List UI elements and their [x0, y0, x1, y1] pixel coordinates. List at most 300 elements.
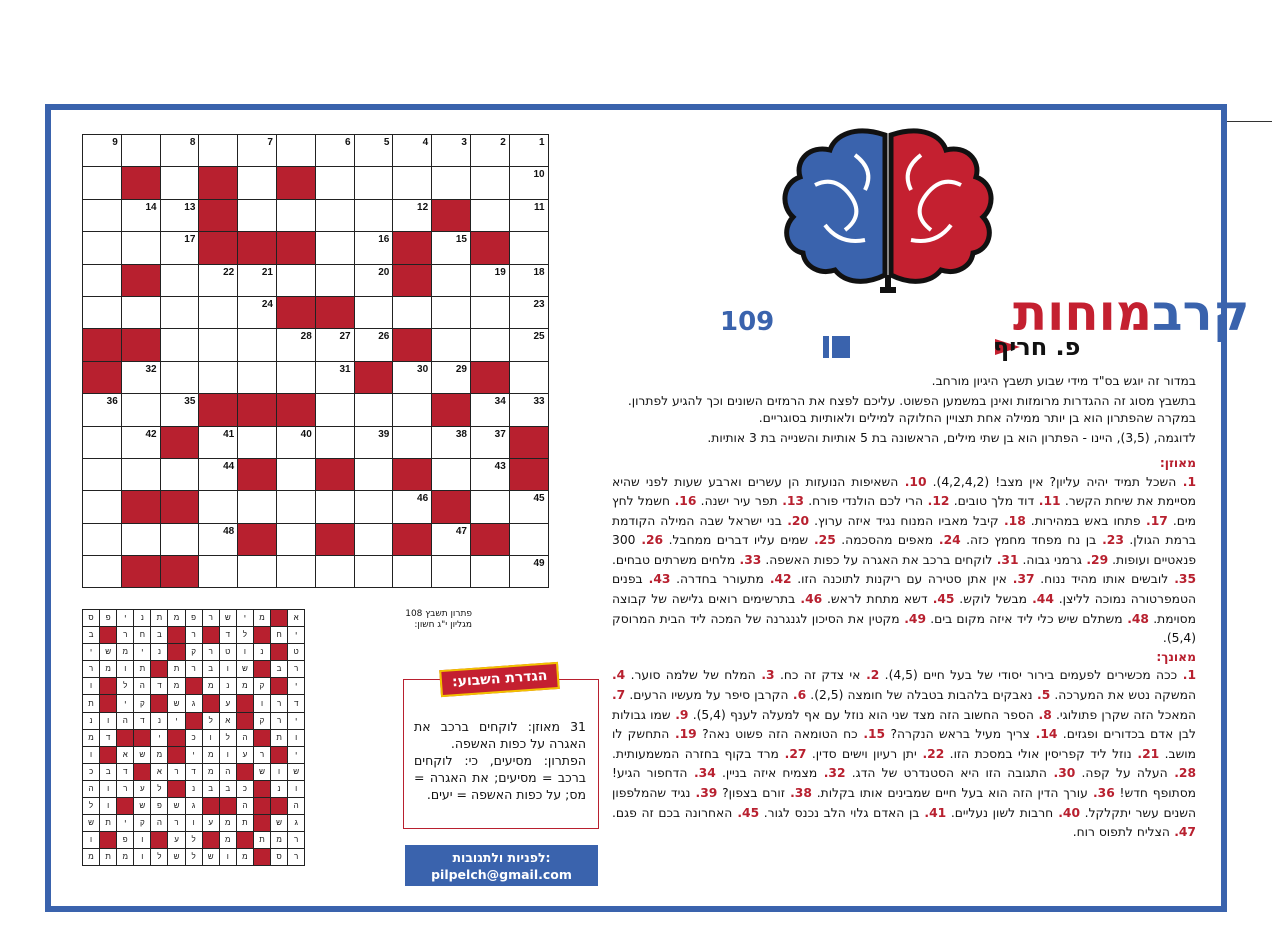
grid-block: [470, 232, 509, 264]
clue-number: 28.: [1167, 766, 1197, 781]
clue-number: 40.: [1053, 805, 1081, 820]
grid-block: [121, 329, 160, 361]
clue-number: 1.: [1177, 668, 1197, 683]
grid-cell: [432, 556, 471, 588]
clue-text: השאיפות הנועזות הן עשרים וארבע שעות לפני שהיא מסיימת את שיחת הקשר.: [612, 474, 1197, 509]
intro-line-2: בתשבץ מסוג זה ההגדרות מרומזות ואינן במשמען הפשוט. עליכם לפצח את הרמזים השונים וכך להגיע לפתרון. במקרה שהפתרון הוא בן יותר ממילה אחת תצויין החלוקה למילים ולאותיות בסוגריים.: [627, 393, 1196, 425]
clue-number: 17.: [1140, 513, 1168, 528]
grid-cell: [432, 232, 471, 264]
solution-cell: ח: [271, 627, 288, 644]
solution-cell: ל: [83, 798, 100, 815]
solution-cell: ר: [253, 746, 270, 763]
grid-cell: [432, 523, 471, 555]
solution-cell: ע: [134, 780, 151, 797]
clue-text: המאכל הזה שקרן פתולוגי.: [1051, 707, 1197, 722]
grid-cell: [354, 167, 393, 199]
solution-cell: ד: [100, 729, 117, 746]
solution-cell: ו: [134, 849, 151, 866]
clue-text: הצליח לתפוס רוח.: [1072, 825, 1170, 840]
solution-cell: ב: [100, 763, 117, 780]
solution-cell: מ: [236, 678, 253, 695]
solution-cell: ל: [151, 849, 168, 866]
solution-block: [100, 627, 117, 644]
solution-block: [151, 832, 168, 849]
cell-number: 10: [533, 169, 545, 181]
solution-block: [100, 695, 117, 712]
clue-text: מבשל לוקש.: [954, 592, 1027, 607]
solution-cell: נ: [185, 780, 202, 797]
grid-cell: [160, 296, 199, 328]
solution-cell: י: [288, 678, 305, 695]
solution-block: [236, 763, 253, 780]
grid-cell: [509, 523, 548, 555]
clue-text: ככה מכשירים לפעמים בירור יסודי של בעל חיים (4,5).: [879, 668, 1178, 683]
solution-cell: מ: [202, 678, 219, 695]
grid-cell: [199, 491, 238, 523]
cell-number: 23: [533, 298, 545, 310]
clue-number: 14.: [1029, 727, 1058, 742]
solution-cell: מ: [168, 678, 185, 695]
grid-cell: [238, 135, 277, 167]
grid-cell: [470, 135, 509, 167]
grid-block: [393, 329, 432, 361]
clue-text: התחשק לו מושב.: [612, 727, 1197, 761]
solution-cell: נ: [271, 780, 288, 797]
grid-cell: [315, 556, 354, 588]
clue-text: מתעורר בחדרה.: [670, 572, 764, 587]
solution-cell: ג: [185, 695, 202, 712]
intro-line-3: לדוגמה, (3,5), היינו - הפתרון הוא בן שתי מילים, הראשונה בת 5 אותיות והשנייה בת 3 אותיות.: [707, 430, 1196, 445]
grid-cell: [354, 556, 393, 588]
grid-cell: [83, 232, 122, 264]
clue-number: 48.: [1122, 611, 1149, 626]
clue-text: נאבקים בלהבות בטבלה של חומצה (2,5).: [806, 687, 1033, 702]
clue-number: 33.: [735, 552, 762, 567]
clue-text: מקטין את הסיכון לגנגרנה של המכה ליד הבית המרוסק (5,4).: [612, 611, 1196, 646]
solution-block: [168, 627, 185, 644]
grid-cell: [393, 135, 432, 167]
grid-block: [199, 199, 238, 231]
grid-cell: [470, 556, 509, 588]
grid-block: [276, 232, 315, 264]
grid-cell: [432, 135, 471, 167]
grid-cell: [354, 394, 393, 426]
clue-text: הרי לכם הולנדי פורח.: [804, 494, 924, 509]
clue-text: העלה על קפה.: [1075, 766, 1168, 781]
solution-cell: ב: [271, 661, 288, 678]
grid-block: [160, 491, 199, 523]
clue-number: 21.: [1131, 746, 1160, 761]
grid-block: [354, 361, 393, 393]
grid-block: [238, 523, 277, 555]
solution-block: [236, 832, 253, 849]
cell-number: 43: [494, 460, 506, 472]
clue-text: המשקה נטש את המערכה.: [1050, 687, 1197, 702]
solution-cell: ר: [185, 661, 202, 678]
grid-cell: [276, 426, 315, 458]
clue-number: 20.: [781, 513, 810, 528]
solution-block: [100, 746, 117, 763]
solution-cell: ת: [83, 695, 100, 712]
clue-text: עורך הדין הזה הוא בעל חיים שמבינים אותו בקלות.: [811, 785, 1088, 800]
solution-cell: ק: [134, 695, 151, 712]
solution-cell: ע: [202, 815, 219, 832]
clue-number: 31.: [992, 552, 1019, 567]
cell-number: 18: [533, 266, 545, 278]
clue-text: צריך מעיל בראש הנקרה?: [885, 727, 1030, 742]
grid-cell: [199, 458, 238, 490]
solution-cell: ע: [168, 832, 185, 849]
solution-cell: ר: [202, 610, 219, 627]
grid-cell: [432, 361, 471, 393]
clue-text: הספר החשוב הזה מצד שני הוא נוזל עם אף למעלה לענף (5,4).: [688, 707, 1034, 722]
grid-cell: [354, 426, 393, 458]
solution-block: [151, 661, 168, 678]
solution-cell: ת: [100, 849, 117, 866]
solution-cell: ו: [288, 729, 305, 746]
grid-cell: [393, 167, 432, 199]
grid-cell: [315, 491, 354, 523]
cell-number: 34: [494, 396, 506, 408]
clue-number: 16.: [670, 494, 697, 509]
grid-block: [432, 394, 471, 426]
grid-cell: [470, 394, 509, 426]
solution-block: [202, 695, 219, 712]
grid-cell: [393, 394, 432, 426]
solution-cell: ו: [83, 678, 100, 695]
cell-number: 22: [223, 266, 235, 278]
grid-cell: [509, 232, 548, 264]
solution-cell: ל: [219, 729, 236, 746]
clue-number: 30.: [1046, 766, 1076, 781]
solution-cell: י: [151, 729, 168, 746]
solution-cell: ר: [288, 661, 305, 678]
clue-number: 34.: [687, 766, 716, 781]
solution-cell: פ: [100, 610, 117, 627]
solution-cell: ב: [202, 661, 219, 678]
clue-text: בן נח מפחד מחמץ כזה.: [960, 533, 1097, 548]
clue-text: לובשים אותו מהיד ננוח.: [1034, 572, 1169, 587]
solution-cell: ר: [117, 780, 134, 797]
solution-cell: כ: [236, 780, 253, 797]
solution-cell: ר: [168, 763, 185, 780]
solution-cell: ו: [100, 712, 117, 729]
solution-cell: ל: [151, 780, 168, 797]
cell-number: 29: [455, 363, 467, 375]
grid-cell: [238, 491, 277, 523]
solution-cell: ל: [185, 849, 202, 866]
solution-cell: ש: [236, 661, 253, 678]
clue-text: האחרונה בכם זה פגם.: [612, 805, 733, 820]
clue-number: 9.: [670, 707, 689, 722]
grid-block: [121, 264, 160, 296]
grid-cell: [238, 329, 277, 361]
solution-cell: ת: [100, 815, 117, 832]
clue-number: 6.: [788, 687, 807, 702]
cell-number: 5: [383, 137, 390, 148]
solution-block: [271, 746, 288, 763]
grid-cell: [393, 556, 432, 588]
solution-block: [100, 678, 117, 695]
grid-block: [276, 167, 315, 199]
across-clues: [612, 473, 1196, 649]
grid-cell: [393, 361, 432, 393]
solution-cell: ו: [100, 780, 117, 797]
clue-number: 5.: [1032, 687, 1051, 702]
cell-number: 2: [500, 137, 506, 148]
cell-number: 42: [145, 428, 157, 440]
article-text: [612, 373, 1196, 843]
clue-number: 35.: [1168, 572, 1197, 587]
solution-cell: ל: [185, 832, 202, 849]
solution-cell: ל: [236, 627, 253, 644]
solution-cell: ו: [236, 644, 253, 661]
solution-cell: ה: [151, 815, 168, 832]
solution-cell: ו: [219, 849, 236, 866]
solution-cell: י: [83, 644, 100, 661]
grid-cell: [160, 167, 199, 199]
solution-cell: ר: [185, 627, 202, 644]
grid-cell: [160, 361, 199, 393]
cell-number: 31: [339, 363, 351, 375]
clue-text: אי צדק זה כח.: [774, 668, 861, 683]
grid-cell: [199, 556, 238, 588]
solution-cell: ד: [219, 627, 236, 644]
solution-cell: ק: [253, 678, 270, 695]
grid-cell: [83, 491, 122, 523]
cell-number: 30: [417, 363, 429, 375]
solution-cell: נ: [151, 644, 168, 661]
grid-block: [160, 426, 199, 458]
solution-cell: ת: [253, 832, 270, 849]
solution-cell: י: [168, 712, 185, 729]
clue-number: 45.: [927, 592, 955, 607]
clue-number: 13.: [777, 494, 804, 509]
solution-cell: ס: [83, 610, 100, 627]
clue-number: 2.: [860, 668, 880, 683]
solution-cell: ג: [288, 815, 305, 832]
grid-block: [276, 296, 315, 328]
solution-cell: נ: [253, 644, 270, 661]
grid-block: [393, 523, 432, 555]
solution-cell: ה: [83, 780, 100, 797]
grid-block: [393, 232, 432, 264]
solution-cell: מ: [83, 849, 100, 866]
clue-number: 43.: [642, 572, 671, 587]
clue-text: קיבל מאביו המנוח נגיד איזה ערוץ.: [809, 513, 999, 528]
clue-number: 1.: [1176, 474, 1197, 489]
contact-box: [405, 845, 598, 886]
grid-cell: [238, 556, 277, 588]
cell-number: 4: [422, 137, 429, 148]
grid-cell: [470, 296, 509, 328]
solution-block: [100, 832, 117, 849]
grid-cell: [199, 523, 238, 555]
grid-cell: [509, 264, 548, 296]
clue-text: שמו גבולות לבן אדם בכדורים ופגזים.: [612, 707, 1197, 742]
solution-cell: ח: [134, 627, 151, 644]
grid-cell: [509, 556, 548, 588]
grid-cell: [160, 264, 199, 296]
solution-cell: נ: [83, 712, 100, 729]
solution-cell: ו: [100, 798, 117, 815]
grid-block: [470, 523, 509, 555]
solution-cell: ש: [83, 815, 100, 832]
clue-text: התגובה הזו היא הסטנדרט של הדג.: [845, 766, 1047, 781]
solution-cell: מ: [219, 815, 236, 832]
solution-cell: פ: [185, 610, 202, 627]
solution-block: [151, 695, 168, 712]
solution-cell: ת: [168, 661, 185, 678]
cell-number: 45: [533, 493, 545, 505]
grid-cell: [160, 458, 199, 490]
solution-block: [271, 610, 288, 627]
grid-block: [509, 458, 548, 490]
cell-number: 19: [494, 266, 506, 278]
grid-cell: [238, 361, 277, 393]
solution-cell: מ: [271, 832, 288, 849]
contact-email[interactable]: pilpelch@gmail.com: [431, 867, 572, 882]
solution-block: [253, 729, 270, 746]
grid-cell: [470, 426, 509, 458]
grid-cell: [432, 167, 471, 199]
previous-solution-label: [372, 609, 472, 631]
grid-cell: [470, 329, 509, 361]
grid-cell: [315, 426, 354, 458]
solution-cell: נ: [151, 712, 168, 729]
grid-cell: [83, 394, 122, 426]
grid-cell: [432, 296, 471, 328]
solution-cell: פ: [117, 832, 134, 849]
solution-cell: ר: [288, 832, 305, 849]
clue-text: בתרשימים רואים גלישה של קבוצה מסוימת.: [612, 592, 1197, 626]
pencil-icon: [823, 336, 1020, 358]
clue-number: 32.: [817, 766, 846, 781]
clue-text: משתלם שיש כלי ליד איזה מקום בים.: [926, 611, 1123, 626]
grid-block: [238, 232, 277, 264]
clue-number: 38.: [784, 785, 812, 800]
grid-cell: [83, 556, 122, 588]
grid-block: [432, 491, 471, 523]
clue-text: בן האדם גלוי הלב נכנס לגור.: [759, 805, 920, 820]
clue-number: 10.: [898, 474, 927, 489]
solution-cell: כ: [185, 729, 202, 746]
grid-cell: [199, 361, 238, 393]
solution-cell: י: [288, 712, 305, 729]
solution-cell: מ: [168, 610, 185, 627]
cell-number: 36: [106, 396, 118, 408]
solution-cell: ש: [253, 763, 270, 780]
clue-number: 37.: [1006, 572, 1035, 587]
clue-text: כח הטומאה הזה פשוט נאה?: [696, 727, 858, 742]
cell-number: 35: [184, 396, 196, 408]
solution-block: [253, 849, 270, 866]
cell-number: 3: [461, 137, 467, 148]
cell-number: 48: [223, 525, 235, 537]
grid-block: [199, 394, 238, 426]
solution-cell: ת: [134, 661, 151, 678]
grid-cell: [470, 199, 509, 231]
cell-number: 44: [223, 460, 235, 472]
cell-number: 6: [345, 137, 351, 148]
solution-block: [253, 815, 270, 832]
solution-cell: מ: [117, 849, 134, 866]
clue-text: הדחפור הגיע! מסתופף חדש!: [612, 766, 1197, 800]
cell-number: 41: [223, 428, 235, 440]
clue-number: 44.: [1026, 592, 1054, 607]
solution-cell: מ: [83, 729, 100, 746]
clue-number: 3.: [755, 668, 775, 683]
grid-cell: [509, 394, 548, 426]
solution-cell: י: [117, 815, 134, 832]
clue-text: נגיד שהמלפפון השנים עשר יתקלקל.: [612, 785, 1197, 820]
solution-cell: ט: [219, 644, 236, 661]
solution-cell: ב: [202, 780, 219, 797]
solution-cell: ש: [134, 798, 151, 815]
solution-cell: מ: [117, 644, 134, 661]
grid-cell: [470, 167, 509, 199]
solution-cell: ו: [117, 661, 134, 678]
solution-cell: מ: [202, 763, 219, 780]
solution-cell: ו: [219, 746, 236, 763]
solution-label-2: מגליון י"ג חשון:: [414, 620, 472, 630]
weekly-clue-solution: הפתרון: מסיעים, כי: לוקחים ברכב = מסיעים; את האגרה = מס; על כפות האשפה = יעים.: [414, 753, 586, 802]
grid-cell: [83, 296, 122, 328]
grid-cell: [354, 458, 393, 490]
clue-number: 41.: [919, 805, 947, 820]
grid-cell: [393, 491, 432, 523]
grid-cell: [354, 329, 393, 361]
solution-block: [271, 644, 288, 661]
solution-cell: י: [134, 644, 151, 661]
grid-cell: [238, 426, 277, 458]
cell-number: 37: [494, 428, 506, 440]
grid-cell: [83, 523, 122, 555]
grid-cell: [83, 167, 122, 199]
grid-block: [121, 167, 160, 199]
cell-number: 1: [539, 137, 545, 148]
solution-cell: מ: [253, 610, 270, 627]
grid-cell: [276, 491, 315, 523]
solution-cell: ס: [271, 849, 288, 866]
clue-number: 49.: [899, 611, 927, 626]
grid-cell: [121, 458, 160, 490]
grid-cell: [509, 135, 548, 167]
clue-text: בני ישראל שבה המילה הקודמת ברמת הגולן.: [612, 513, 1197, 548]
solution-block: [253, 780, 270, 797]
cell-number: 7: [267, 137, 273, 148]
grid-block: [509, 426, 548, 458]
crossword-grid: [82, 134, 549, 588]
solution-cell: ר: [117, 627, 134, 644]
solution-cell: ד: [151, 678, 168, 695]
cell-number: 8: [189, 137, 196, 148]
clue-number: 29.: [1082, 552, 1109, 567]
grid-cell: [276, 458, 315, 490]
solution-cell: ה: [236, 729, 253, 746]
title-text: קרבמוחות: [1013, 284, 1250, 342]
grid-block: [160, 556, 199, 588]
grid-cell: [160, 135, 199, 167]
grid-cell: [315, 361, 354, 393]
clue-text: מצמיח איזה בניין.: [715, 766, 818, 781]
solution-block: [168, 644, 185, 661]
grid-cell: [276, 264, 315, 296]
solution-cell: ג: [185, 798, 202, 815]
cell-number: 46: [417, 493, 429, 505]
grid-block: [199, 232, 238, 264]
clue-text: גרמני גבוה.: [1018, 552, 1082, 567]
